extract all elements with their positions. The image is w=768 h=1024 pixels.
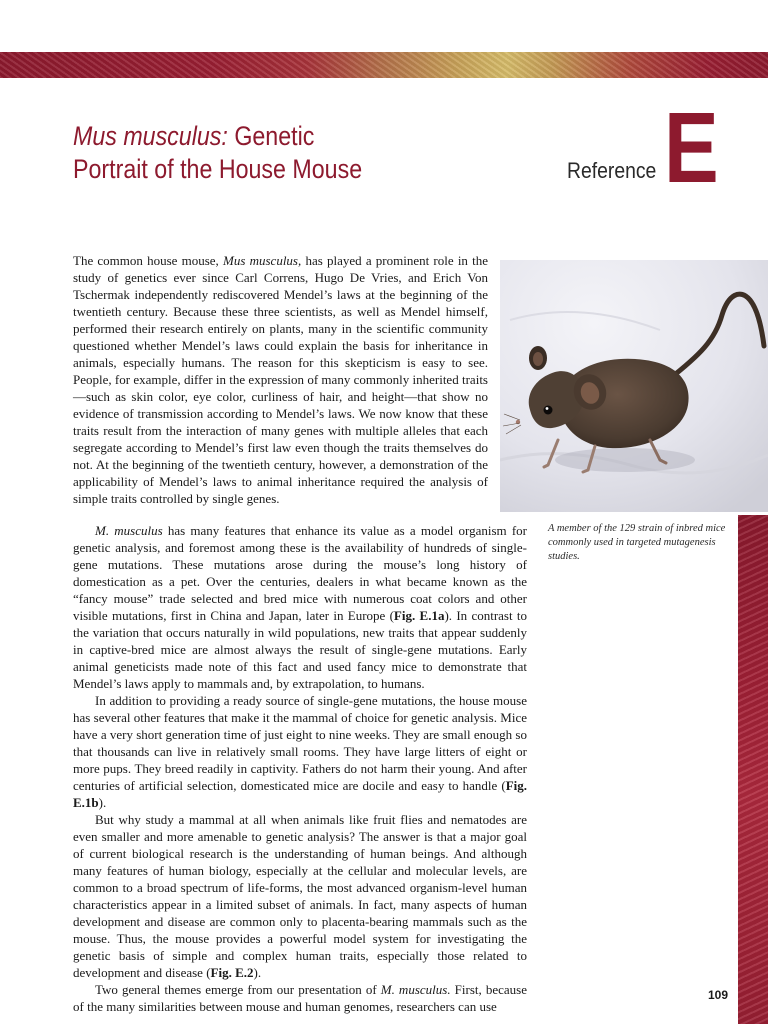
p4-text-a: But why study a mammal at all when animals like fruit flies and nematodes are even smaller and more amenable to genetic analysis? The answer is that a major goal of current biological research is the understanding of human beings. And although many features of human biology, especially at the cellular and molecular levels, are common to a broad spectrum of life-forms, the most advanced organism-level human characteristics appear in a limited subset of animals. In fact, many aspects of human development and disease are common only to placenta-bearing mammals such as the mouse. Thus, the mouse provides a powerful model system for investigating the genetic basis of simple and complex human traits, especially those related to development and disease ( <box>73 812 527 980</box>
title-species-name: Mus musculus: <box>73 121 228 151</box>
figure-caption: A member of the 129 strain of inbred mice commonly used in targeted mutagenesis studies. <box>548 523 726 562</box>
p3-text-b: ). <box>98 795 107 810</box>
reference-letter: E <box>664 92 719 204</box>
p3-text-a: In addition to providing a ready source of single-gene mutations, the house mouse has several other features that make it the mammal of choice for genetic analysis. Mice have a very short generation time of just eight to nine weeks. They are small enough so that thousands can live in relatively small rooms. They have large litters of eight or more pups. They breed readily in captivity. Fathers do not harm their young. And after centuries of artificial selection, domesticated mice are docile and easy to handle ( <box>73 693 527 793</box>
title-word-genetic: Genetic <box>234 121 315 151</box>
p2-species-italic: M. musculus <box>95 523 163 538</box>
p5-text-c: First, because of the many similarities between mouse and human genomes, researchers can use <box>73 982 528 1014</box>
p5-text-a: Two general themes emerge from our presentation of <box>95 982 381 997</box>
page-number: 109 <box>708 988 729 1002</box>
paragraph-3 <box>73 692 527 811</box>
p5-species-italic: M. musculus. <box>380 982 451 997</box>
p1-text-c: has played a prominent role in the study of genetics ever since Carl Correns, Hugo De Vries, and Erich Von Tschermak independently rediscovered Mendel’s laws at the beginning of the twentieth century. Because these three scientists, as well as Mendel himself, performed their research entirely on plants, many in the scientific community questioned whether Mendel’s laws could explain the basis for inheritance in animals, especially humans. The reason for this skepticism is easy to see. People, for example, differ in the expression of many commonly inherited traits—such as skin color, eye color, curliness of hair, and height—that show no evidence of transmission according to Mendel’s laws. We now know that these traits result from the interaction of many genes with multiple alleles that each segregate according to Mendel’s first law even though the traits themselves do not. At the beginning of the twentieth century, however, a demonstration of the applicability of Mendel’s laws to animal inheritance required the analysis of simple traits controlled by single genes. <box>73 253 489 506</box>
paragraph-2 <box>73 522 527 692</box>
p2-text-c: ). In contrast to the variation that occurs naturally in wild populations, new traits that appear suddenly in captive-bred mice are almost always the result of single-gene mutations. Early animal geneticists made note of this fact and used fancy mice to demonstrate that Mendel’s laws apply to mammals and, by extrapolation, to humans. <box>73 608 528 691</box>
p4-text-b: ). <box>253 965 262 980</box>
p2-text-b: has many features that enhance its value as a model organism for genetic analysis, and foremost among these is the availability of hundreds of single-gene mutations. These mutations arose during the mouse’s long history of domestication as a pet. Over the centuries, dealers in what became known as the “fancy mouse” trade selected and bred mice with numerous coat colors and other visible mutations, first in China and Japan, later in Europe ( <box>73 523 528 623</box>
title-subtitle-line: Portrait of the House Mouse <box>73 154 363 184</box>
chapter-title <box>73 120 451 186</box>
decorative-top-band <box>0 52 768 78</box>
paragraph-1 <box>73 252 488 507</box>
figure-reference-e2[interactable]: Fig. E.2 <box>210 965 254 980</box>
body-column-wide <box>73 522 527 1015</box>
p1-text-a: The common house mouse, <box>73 253 224 268</box>
figure-reference-e1a[interactable]: Fig. E.1a <box>393 608 445 623</box>
paragraph-5 <box>73 981 527 1015</box>
reference-label: Reference <box>567 158 657 183</box>
decorative-side-band <box>738 515 768 1024</box>
figure-reference-e1b[interactable]: Fig. E.1b <box>73 778 527 810</box>
body-column-narrow <box>73 252 488 507</box>
p1-species-italic: Mus musculus, <box>223 253 302 268</box>
mouse-photo <box>500 260 768 512</box>
paragraph-4 <box>73 811 527 981</box>
